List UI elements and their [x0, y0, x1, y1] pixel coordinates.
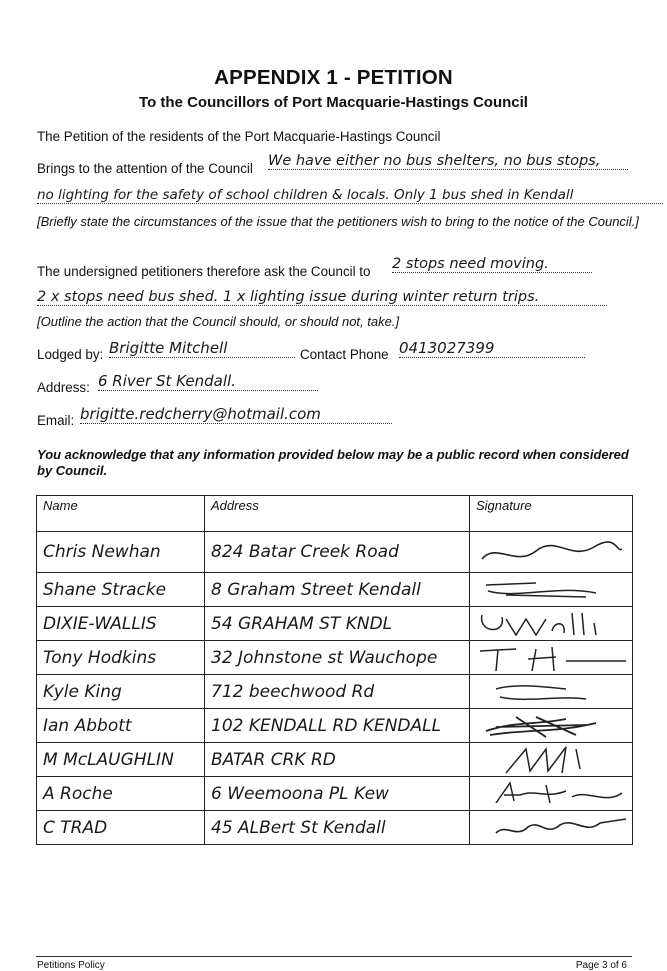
acknowledge-note: You acknowledge that any information provided below may be a public record when considered by Council. — [37, 447, 629, 478]
row-name: Kyle King — [37, 675, 205, 709]
issue-line-1: We have either no bus shelters, no bus stops, — [268, 153, 628, 170]
row-address: 54 GRAHAM ST KNDL — [205, 607, 470, 641]
signature-table — [36, 495, 633, 845]
signature-scribble — [476, 813, 626, 843]
table-row — [37, 607, 633, 641]
lodged-label: Lodged by: — [37, 347, 104, 362]
row-name: DIXIE-WALLIS — [37, 607, 205, 641]
issue-hint: [Briefly state the circumstances of the issue that the petitioners wish to bring to the notice of the Council.] — [37, 214, 639, 229]
header-signature: Signature — [470, 496, 633, 532]
address-value: 6 River St Kendall. — [98, 372, 318, 391]
issue-line-2: no lighting for the safety of school children & locals. Only 1 bus shed in Kendall — [37, 187, 663, 204]
signature-cell — [470, 743, 633, 777]
row-address: BATAR CRK RD — [205, 743, 470, 777]
row-name: M McLAUGHLIN — [37, 743, 205, 777]
signature-scribble — [476, 745, 626, 775]
table-row — [37, 777, 633, 811]
signature-scribble — [476, 537, 626, 567]
row-address: 32 Johnstone st Wauchope — [205, 641, 470, 675]
ask-label: The undersigned petitioners therefore ask the Council to — [37, 264, 371, 279]
signature-scribble — [476, 779, 626, 809]
footer-left: Petitions Policy — [37, 960, 105, 971]
footer-right: Page 3 of 6 — [575, 960, 627, 971]
signature-scribble — [476, 609, 626, 639]
page-title: APPENDIX 1 - PETITION — [214, 66, 453, 89]
table-row — [37, 743, 633, 777]
header-address: Address — [205, 496, 470, 532]
phone-label: Contact Phone — [300, 347, 389, 362]
action-line-2: 2 x stops need bus shed. 1 x lighting issue during winter return trips. — [37, 289, 607, 306]
lodged-value: Brigitte Mitchell — [109, 339, 295, 358]
row-address: 45 ALBert St Kendall — [205, 811, 470, 845]
table-row — [37, 573, 633, 607]
header-name: Name — [37, 496, 205, 532]
row-name: A Roche — [37, 777, 205, 811]
table-row — [37, 675, 633, 709]
row-address: 102 KENDALL RD KENDALL — [205, 709, 470, 743]
signature-cell — [470, 607, 633, 641]
signature-scribble — [476, 575, 626, 605]
signature-scribble — [476, 711, 626, 741]
table-row — [37, 641, 633, 675]
signature-scribble — [476, 643, 626, 673]
email-label: Email: — [37, 413, 75, 428]
signature-cell — [470, 811, 633, 845]
address-label: Address: — [37, 380, 90, 395]
signature-cell — [470, 709, 633, 743]
signature-cell — [470, 573, 633, 607]
action-line-1: 2 stops need moving. — [392, 256, 592, 273]
row-name: Ian Abbott — [37, 709, 205, 743]
signature-cell — [470, 532, 633, 573]
signature-cell — [470, 675, 633, 709]
action-hint: [Outline the action that the Council should, or should not, take.] — [37, 314, 400, 329]
row-address: 6 Weemoona PL Kew — [205, 777, 470, 811]
signature-scribble — [476, 677, 626, 707]
row-name: C TRAD — [37, 811, 205, 845]
row-address: 712 beechwood Rd — [205, 675, 470, 709]
brings-label: Brings to the attention of the Council — [37, 161, 253, 176]
phone-value: 0413027399 — [399, 339, 585, 358]
petition-intro: The Petition of the residents of the Port Macquarie-Hastings Council — [37, 129, 441, 144]
page-subtitle: To the Councillors of Port Macquarie-Hastings Council — [139, 94, 528, 111]
row-name: Tony Hodkins — [37, 641, 205, 675]
table-row — [37, 811, 633, 845]
table-row — [37, 709, 633, 743]
footer-rule — [36, 956, 632, 957]
row-address: 8 Graham Street Kendall — [205, 573, 470, 607]
signature-cell — [470, 641, 633, 675]
email-value: brigitte.redcherry@hotmail.com — [80, 405, 392, 424]
row-name: Chris Newhan — [37, 532, 205, 573]
row-address: 824 Batar Creek Road — [205, 532, 470, 573]
row-name: Shane Stracke — [37, 573, 205, 607]
signature-cell — [470, 777, 633, 811]
table-row — [37, 532, 633, 573]
